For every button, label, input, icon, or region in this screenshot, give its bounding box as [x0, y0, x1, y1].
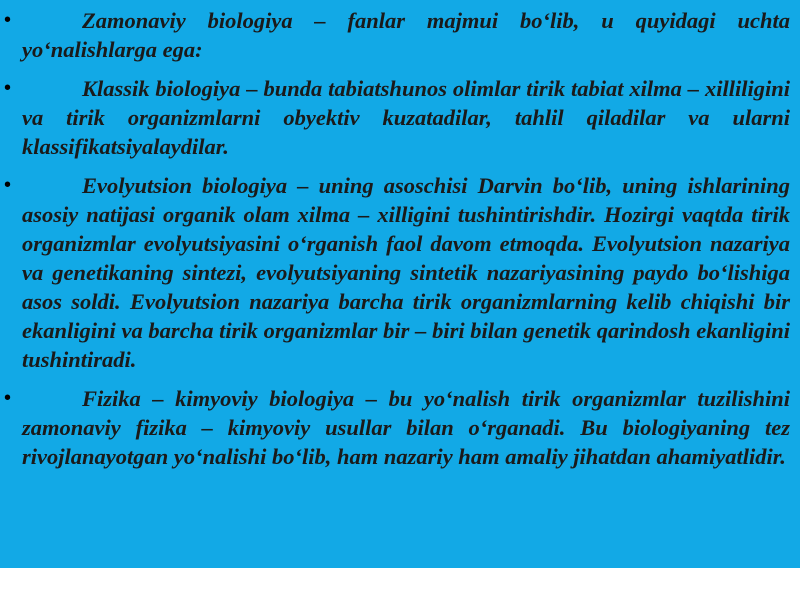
bullet-item-evolutionary-biology	[0, 171, 800, 374]
bullet-item-modern-biology	[0, 6, 800, 64]
bullet-icon: •	[4, 9, 12, 31]
bullet-icon: •	[4, 387, 12, 409]
bullet-text: Fizika – kimyoviy biologiya – bu yo‘nalish tirik organizmlar tuzilishini zamonaviy fizika – kimyoviy usullar bilan o‘rganadi. Bu biologiyaning tez rivojlanayotgan yo‘nalishi bo‘lib, ham nazariy ham amaliy jihatdan ahamiyatlidir.	[22, 386, 790, 469]
bullet-text: Evolyutsion biologiya – uning asoschisi Darvin bo‘lib, uning ishlarining asosiy natijasi organik olam xilma – xilligini tushintirishdir. Hozirgi vaqtda tirik organizmlar evolyutsiyasini o‘rganish faol davom etmoqda. Evolyutsion nazariya va genetikaning sintezi, evolyutsiyaning sintetik nazariyasining paydo bo‘lishiga asos soldi. Evolyutsion nazariya barcha tirik organizmlarning kelib chiqishi bir ekanligini va barcha tirik organizmlar bir – biri bilan genetik qarindosh ekanligini tushintiradi.	[22, 173, 790, 372]
bullet-text: Klassik biologiya – bunda tabiatshunos olimlar tirik tabiat xilma – xilliligini va tirik organizmlarni obyektiv kuzatadilar, tahlil qiladilar va ularni klassifikatsiyalaydilar.	[22, 76, 790, 159]
bullet-text: Zamonaviy biologiya – fanlar majmui bo‘lib, u quyidagi uchta yo‘nalishlarga ega:	[22, 8, 790, 62]
bullet-icon: •	[4, 77, 12, 99]
bullet-item-physico-chemical-biology	[0, 384, 800, 471]
bullet-list	[0, 6, 800, 481]
bullet-item-classical-biology	[0, 74, 800, 161]
bullet-icon: •	[4, 174, 12, 196]
